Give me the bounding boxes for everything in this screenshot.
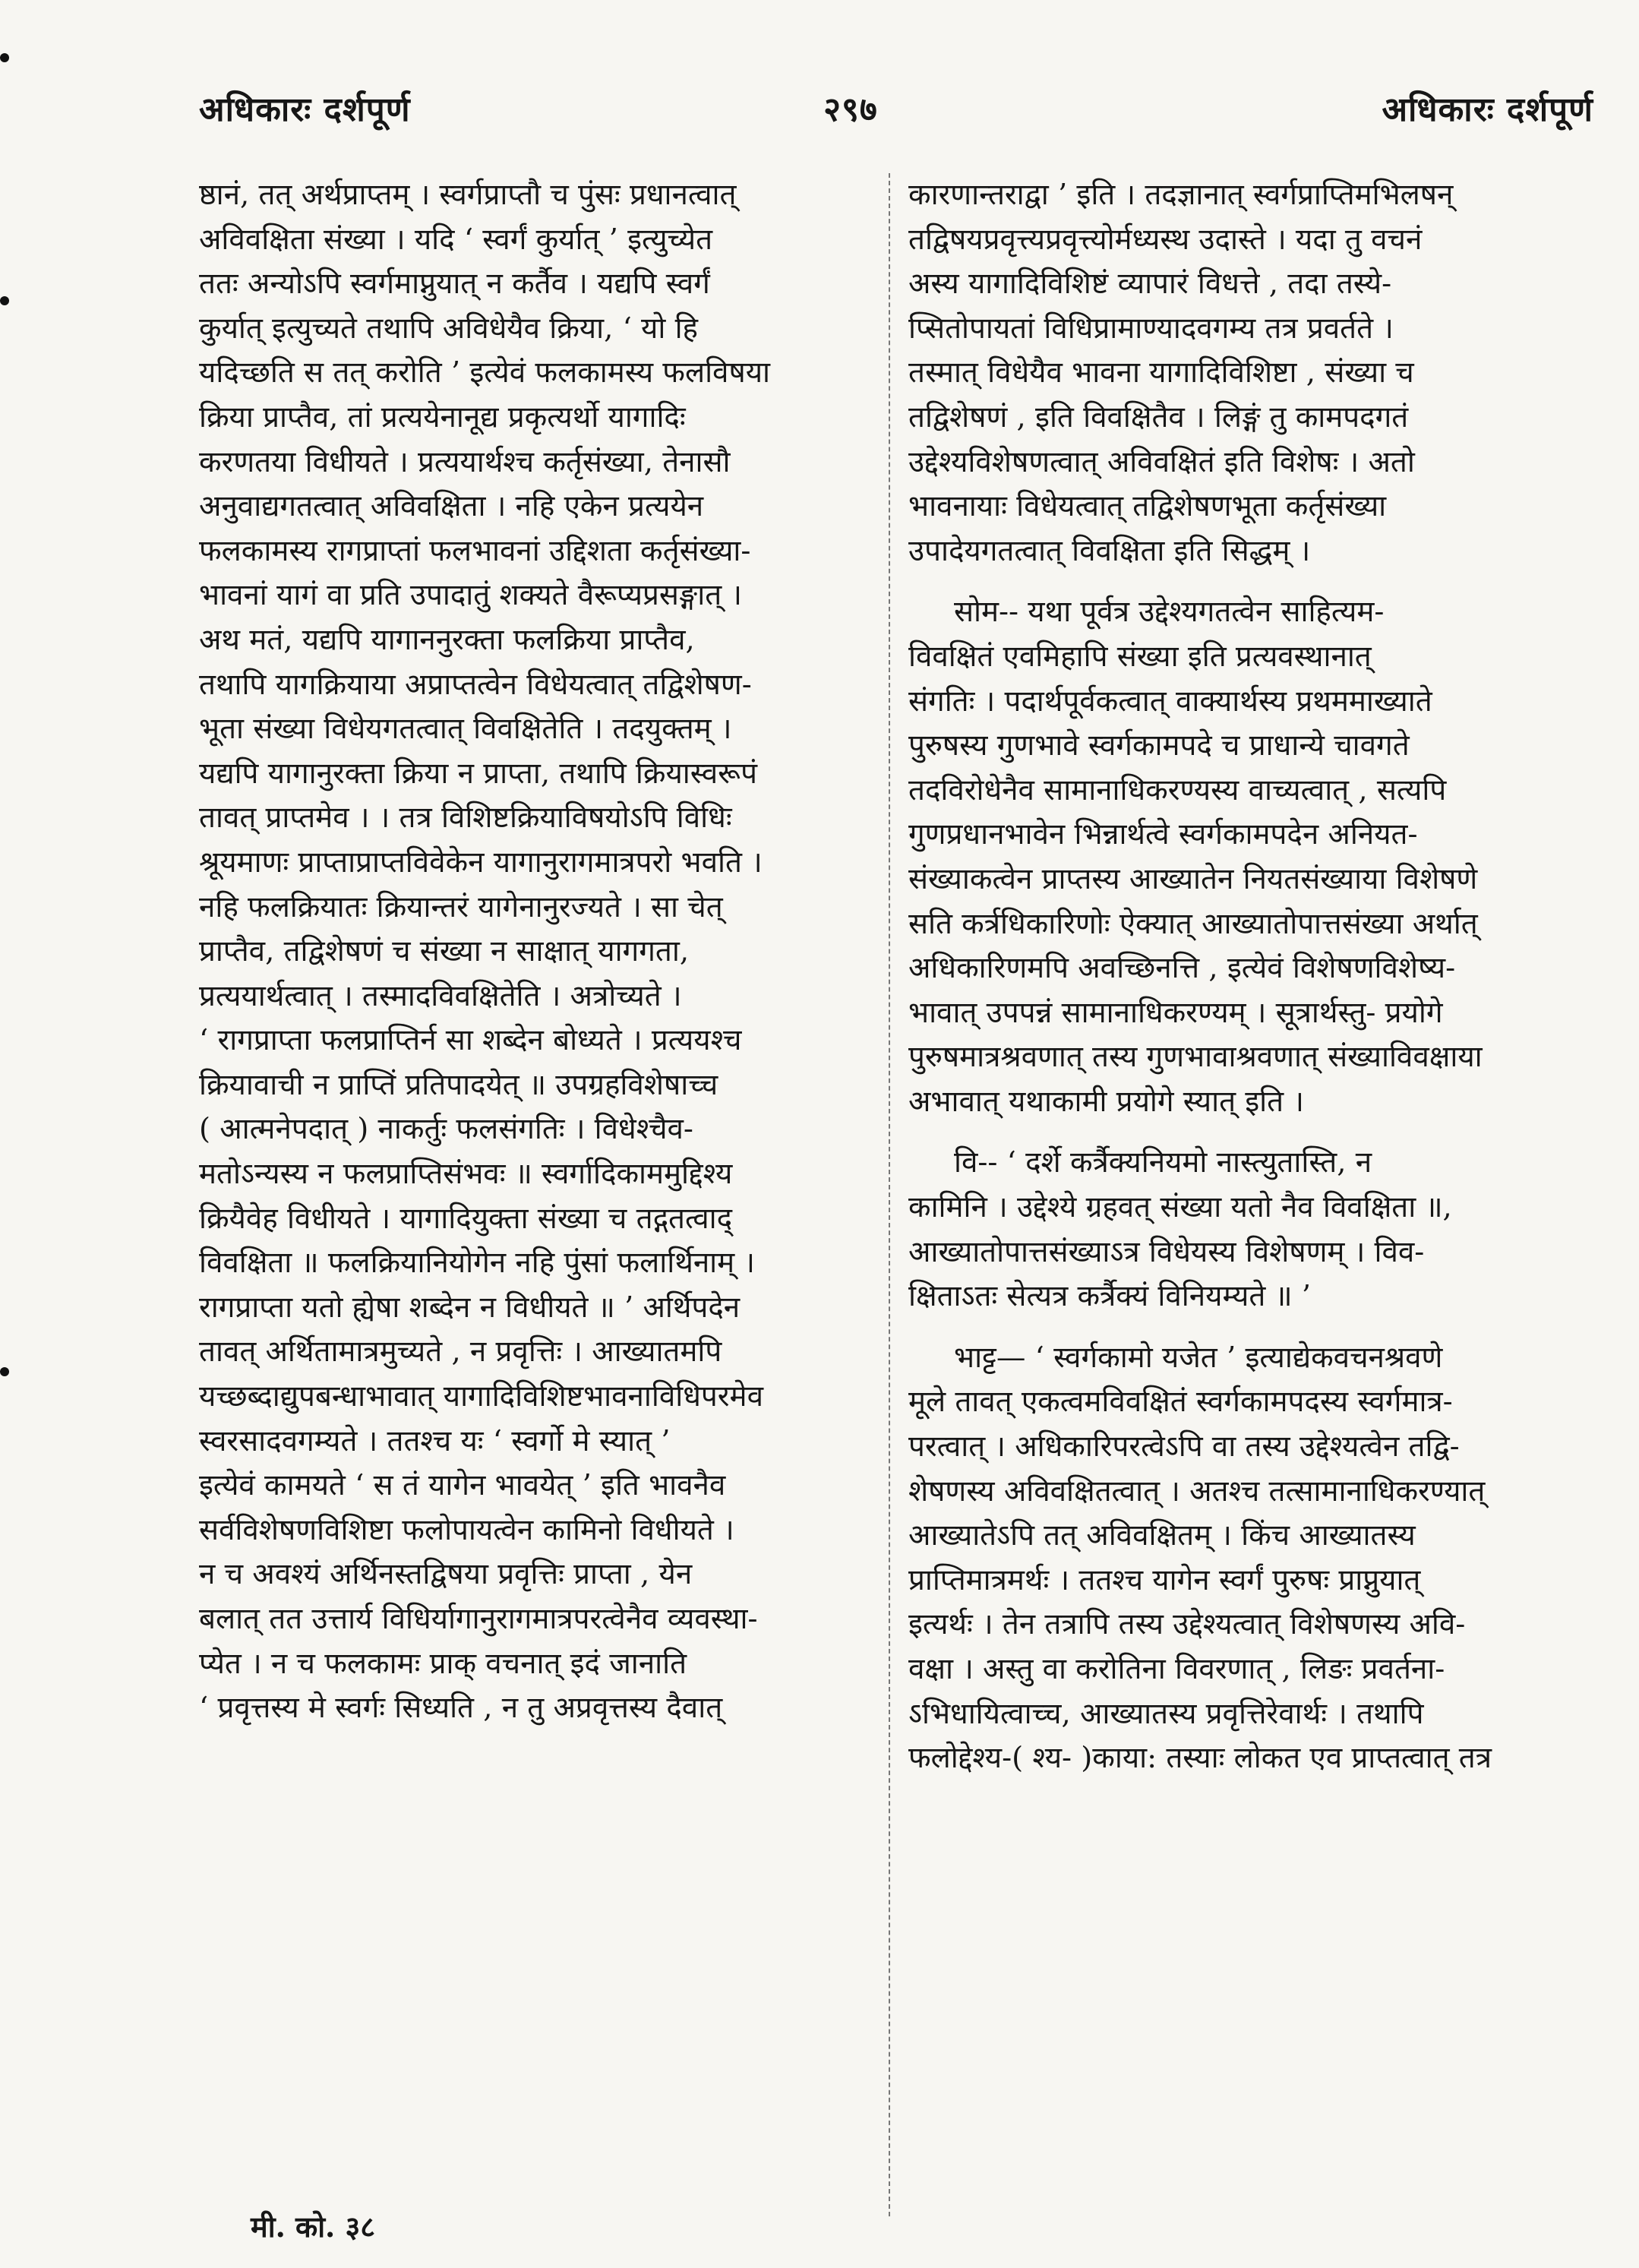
text-line: अथ मतं, यद्यपि यागाननुरक्ता फलक्रिया प्राप्तैव,: [199, 622, 695, 657]
paragraph: [908, 1336, 1584, 1781]
text-line: न च अवश्यं अर्थिनस्तद्विषया प्रवृत्तिः प्राप्ता , येन: [199, 1557, 693, 1592]
text-line: मूले तावत् एकत्वमविवक्षितं स्वर्गकामपदस्य स्वर्गमात्र-: [908, 1385, 1453, 1420]
text-line: आख्यातोपात्तसंख्याऽत्र विधेयस्य विशेषणम् । विव-: [908, 1234, 1425, 1269]
right-text-column: [908, 173, 1584, 1781]
text-line: फलकामस्य रागप्राप्तां फलभावनां उद्दिशता कर्तृसंख्या-: [199, 533, 751, 568]
text-line: तदविरोधेनैव सामानाधिकरण्यस्य वाच्यत्वात् , सत्यपि: [908, 772, 1447, 807]
text-line: अनुवाद्यगतत्वात् अविवक्षिता । नहि एकेन प्रत्ययेन: [199, 489, 704, 524]
margin-dot: [0, 53, 9, 62]
text-line: अस्य यागादिविशिष्टं व्यापारं विधत्ते , तदा तस्ये-: [908, 267, 1392, 302]
text-line: विवक्षिता ॥ फलक्रियानियोगेन नहि पुंसां फलार्थिनाम् ।: [199, 1246, 756, 1281]
text-line: ऽभिधायित्वाच्च, आख्यातस्य प्रवृत्तिरेवार्थः । तथापि: [908, 1696, 1424, 1731]
running-header-left: अधिकारः दर्शपूर्ण: [199, 90, 411, 129]
text-line: संगतिः । पदार्थपूर्वकत्वात् वाक्यार्थस्य प्रथममाख्याते: [908, 684, 1432, 719]
running-header-right: अधिकारः दर्शपूर्ण: [1382, 90, 1593, 129]
text-line: क्रियैवेह विधीयते । यागादियुक्ता संख्या च तद्गतत्वाद्: [199, 1201, 733, 1236]
margin-dot: [0, 296, 9, 305]
margin-dot: [0, 1367, 9, 1376]
text-line: क्रियावाची न प्राप्तिं प्रतिपादयेत् ॥ उपग्रहविशेषाच्च: [199, 1067, 718, 1102]
text-line: विवक्षितं एवमिहापि संख्या इति प्रत्यवस्थानात्: [908, 639, 1372, 674]
text-line: प्येत । न च फलकामः प्राक् वचनात् इदं जानाति: [199, 1646, 687, 1681]
text-line: मतोऽन्यस्य न फलप्राप्तिसंभवः ॥ स्वर्गादिकाममुद्दिश्य: [199, 1157, 733, 1192]
text-line: भाट्ट— ‘ स्वर्गकामो यजेत ’ इत्याद्येकवचनश्रवणे: [954, 1340, 1443, 1375]
text-line: तद्विशेषणं , इति विवक्षितैव । लिङ्गं तु कामपदगतं: [908, 400, 1409, 434]
left-text-column: [199, 173, 883, 1731]
text-line: स्वरसादवगम्यते । ततश्च यः ‘ स्वर्गो मे स्यात् ’: [199, 1423, 671, 1458]
text-line: तस्मात् विधेयैव भावना यागादिविशिष्टा , संख्या च: [908, 355, 1414, 390]
text-line: क्रिया प्राप्तैव, तां प्रत्ययेनानूद्य प्रकृत्यर्थो यागादिः: [199, 400, 686, 434]
text-line: प्राप्तिमात्रमर्थः । ततश्च यागेन स्वर्गं पुरुषः प्राप्नुयात्: [908, 1562, 1421, 1597]
column-divider: [889, 173, 890, 2216]
text-line: उद्देश्यविशेषणत्वात् अविवक्षितं इति विशेषः । अतो: [908, 444, 1415, 479]
paragraph-gap: [908, 1124, 1584, 1141]
text-line: भूता संख्या विधेयगतत्वात् विवक्षितेति । तदयुक्तम् ।: [199, 712, 732, 747]
text-line: सोम-- यथा पूर्वत्र उद्देश्यगतत्वेन साहित्यम-: [954, 595, 1385, 630]
text-line: संख्याकत्वेन प्राप्तस्य आख्यातेन नियतसंख्याया विशेषणे: [908, 861, 1478, 896]
text-line: ‘ रागप्राप्ता फलप्राप्तिर्न सा शब्देन बोध्यते । प्रत्ययश्च: [199, 1023, 742, 1058]
text-line: सति कर्त्रधिकारिणोः ऐक्यात् आख्यातोपात्तसंख्या अर्थात्: [908, 906, 1478, 941]
text-line: ततः अन्योऽपि स्वर्गमाप्नुयात् न कर्तैव । यद्यपि स्वर्गं: [199, 267, 710, 302]
text-line: यद्यपि यागानुरक्ता क्रिया न प्राप्ता, तथापि क्रियास्वरूपं: [199, 756, 757, 791]
text-line: प्सितोपायतां विधिप्रामाण्यादवगम्य तत्र प्रवर्तते ।: [908, 311, 1394, 346]
text-line: कारणान्तराद्वा ’ इति । तदज्ञानात् स्वर्गप्राप्तिमभिलषन्: [908, 178, 1454, 212]
text-line: श्रूयमाणः प्राप्ताप्राप्तविवेकेन यागानुरागमात्रपरो भवति ।: [199, 845, 763, 880]
text-line: अधिकारिणमपि अवच्छिनत्ति , इत्येवं विशेषणविशेष्य-: [908, 951, 1456, 986]
paragraph: [908, 1141, 1584, 1319]
paragraph-gap: [908, 1319, 1584, 1336]
text-line: फलोद्देश्य-( श्य- )काया: तस्याः लोकत एव प्राप्तत्वात् तत्र: [908, 1741, 1492, 1776]
text-line: यदिच्छति स तत् करोति ’ इत्येवं फलकामस्य फलविषया: [199, 355, 771, 390]
text-line: उपादेयगतत्वात् विवक्षिता इति सिद्धम् ।: [908, 533, 1311, 568]
text-line: कुर्यात् इत्युच्यते तथापि अविधेयैव क्रिया, ‘ यो हि: [199, 311, 698, 346]
text-line: प्राप्तैव, तद्विशेषणं च संख्या न साक्षात् यागगता,: [199, 934, 690, 969]
text-line: प्रत्ययार्थत्वात् । तस्मादविवक्षितेति । अत्रोच्यते ।: [199, 978, 682, 1013]
text-line: क्षिताऽतः सेत्यत्र कर्त्रैक्यं विनियम्यते ॥ ’: [908, 1279, 1312, 1314]
signature-mark: मी. को. ३८: [251, 2210, 376, 2244]
paragraph: [908, 173, 1584, 573]
text-line: अविवक्षिता संख्या । यदि ‘ स्वर्गं कुर्यात् ’ इत्युच्येत: [199, 222, 713, 257]
text-line: ष्ठानं, तत् अर्थप्राप्तम् । स्वर्गप्राप्तौ च पुंसः प्रधानत्वात्: [199, 178, 737, 212]
text-line: इत्येवं कामयते ‘ स तं यागेन भावयेत् ’ इति भावनैव: [199, 1468, 726, 1503]
text-line: करणतया विधीयते । प्रत्ययार्थश्च कर्तृसंख्या, तेनासौ: [199, 444, 731, 479]
text-line: अभावात् यथाकामी प्रयोगे स्यात् इति ।: [908, 1084, 1304, 1119]
text-line: भावनां यागं वा प्रति उपादातुं शक्यते वैरूप्यप्रसङ्गात् ।: [199, 578, 743, 613]
text-line: ‘ प्रवृत्तस्य मे स्वर्गः सिध्यति , न तु अप्रवृत्तस्य दैवात्: [199, 1691, 723, 1726]
text-line: कामिनि । उद्देश्ये ग्रहवत् संख्या यतो नैव विवक्षिता ॥,: [908, 1190, 1452, 1225]
text-line: वक्षा । अस्तु वा करोतिना विवरणात् , लिङः प्रवर्तना-: [908, 1652, 1445, 1686]
text-line: पुरुषस्य गुणभावे स्वर्गकामपदे च प्राधान्ये चावगते: [908, 728, 1410, 763]
text-line: इत्यर्थः । तेन तत्रापि तस्य उद्देश्यत्वात् विशेषणस्य अवि-: [908, 1607, 1466, 1642]
text-line: आख्यातेऽपि तत् अविवक्षितम् । किंच आख्यातस्य: [908, 1518, 1416, 1553]
text-line: भावात् उपपन्नं सामानाधिकरण्यम् । सूत्रार्थस्तु- प्रयोगे: [908, 995, 1443, 1030]
paragraph-gap: [908, 573, 1584, 590]
text-line: ( आत्मनेपदात् ) नाकर्तुः फलसंगतिः । विधेश्चैव-: [199, 1112, 693, 1147]
page-number: २९७: [823, 90, 878, 129]
text-line: परत्वात् । अधिकारिपरत्वेऽपि वा तस्य उद्देश्यत्वेन तद्वि-: [908, 1429, 1460, 1464]
text-line: गुणप्रधानभावेन भिन्नार्थत्वे स्वर्गकामपदेन अनियत-: [908, 817, 1418, 852]
text-line: तद्विषयप्रवृत्त्यप्रवृत्त्योर्मध्यस्थ उदास्ते । यदा तु वचनं: [908, 222, 1423, 257]
paragraph: [908, 590, 1584, 1124]
text-line: तावत् अर्थितामात्रमुच्यते , न प्रवृत्तिः । आख्यातमपि: [199, 1335, 722, 1369]
text-line: तथापि यागक्रियाया अप्राप्तत्वेन विधेयत्वात् तद्विशेषण-: [199, 667, 752, 702]
text-line: सर्वविशेषणविशिष्टा फलोपायत्वेन कामिनो विधीयते ।: [199, 1512, 734, 1547]
text-line: बलात् तत उत्तार्य विधिर्यागानुरागमात्रपरत्वेनैव व्यवस्था-: [199, 1602, 758, 1636]
text-line: तावत् प्राप्तमेव । । तत्र विशिष्टक्रियाविषयोऽपि विधिः: [199, 801, 732, 835]
text-line: नहि फलक्रियातः क्रियान्तरं यागेनानुरज्यते । सा चेत्: [199, 889, 723, 924]
text-line: भावनायाः विधेयत्वात् तद्विशेषणभूता कर्तृसंख्या: [908, 489, 1387, 524]
text-line: यच्छब्दाद्युपबन्धाभावात् यागादिविशिष्टभावनाविधिपरमेव: [199, 1379, 763, 1414]
text-line: शेषणस्य अविवक्षितत्वात् । अतश्च तत्सामानाधिकरण्यात्: [908, 1474, 1486, 1508]
text-line: पुरुषमात्रश्रवणात् तस्य गुणभावाश्रवणात् संख्याविवक्षाया: [908, 1040, 1483, 1075]
text-line: रागप्राप्ता यतो ह्येषा शब्देन न विधीयते ॥ ’ अर्थिपदेन: [199, 1290, 741, 1325]
text-line: वि-- ‘ दर्शे कर्त्रैक्यनियमो नास्त्युतास्ति, न: [954, 1145, 1372, 1180]
